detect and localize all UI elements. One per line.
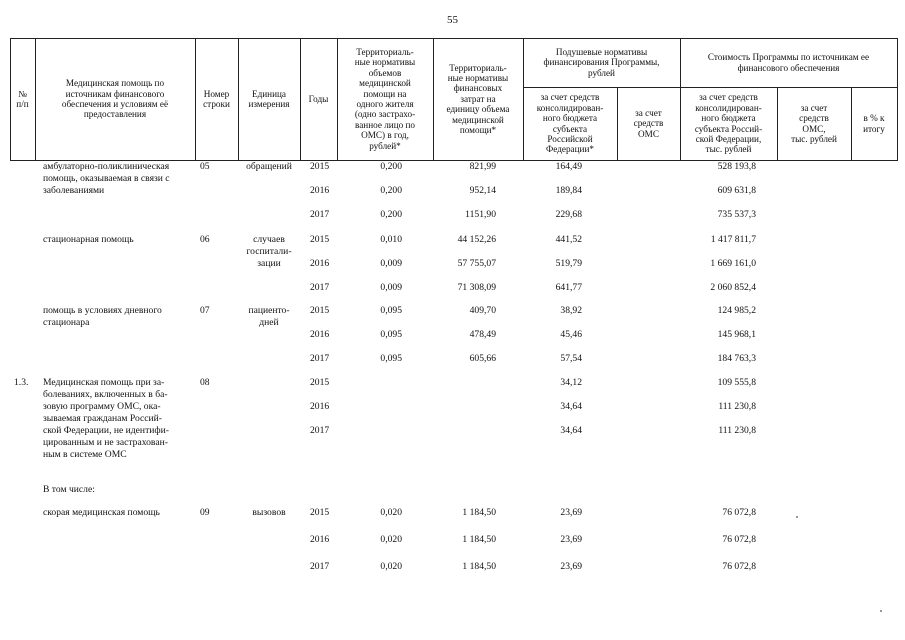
row-program-budget: 184 763,3 (717, 353, 756, 364)
row-percapita-budget: 519,79 (555, 258, 582, 269)
row-program-budget: 1 417 811,7 (710, 234, 756, 245)
header-num (10, 38, 35, 160)
row-percapita-budget: 441,52 (555, 234, 582, 245)
header-program-percent-text: в % к итогу (863, 113, 885, 134)
row-program-budget: 2 060 852,4 (710, 282, 756, 293)
group-unit: вызовов (252, 507, 286, 518)
group-row-number: 06 (200, 234, 210, 245)
header-program-oms-text: за счет средств ОМС, тыс. рублей (791, 102, 837, 144)
row-percapita-budget: 23,69 (560, 534, 582, 545)
row-program-budget: 111 230,8 (718, 401, 756, 412)
header-program-percent (851, 87, 897, 160)
header-program-budget (680, 87, 777, 160)
header-program-budget-text: за счет средств консолидирован- ного бюджета субъекта Россий- ской Федерации, тыс. рублей (694, 92, 763, 155)
row-cost-norm: 1 184,50 (462, 561, 496, 572)
row-program-budget: 109 555,8 (717, 377, 756, 388)
row-program-budget: 1 669 161,0 (710, 258, 756, 269)
header-cost-norm-text: Территориаль- ные нормативы финансовых затрат на единицу объема медицинской помощи* (446, 62, 510, 136)
row-percapita-budget: 641,77 (555, 282, 582, 293)
group-unit: пациенто- дней (248, 305, 290, 328)
row-year: 2015 (310, 377, 330, 388)
row-percapita-budget: 34,12 (560, 377, 582, 388)
header-unit (238, 38, 300, 160)
row-percapita-budget: 38,92 (560, 305, 582, 316)
row-cost-norm: 952,14 (469, 185, 496, 196)
row-year: 2015 (310, 161, 330, 172)
row-cost-norm: 57 755,07 (457, 258, 496, 269)
row-year: 2017 (310, 353, 330, 364)
row-year: 2016 (310, 185, 330, 196)
row-volume-norm: 0,020 (380, 507, 402, 518)
group-unit: обращений (246, 161, 292, 172)
group-row-number: 09 (200, 507, 210, 518)
group-row-number: 07 (200, 305, 210, 316)
row-program-budget: 76 072,8 (722, 507, 756, 518)
header-percapita-oms (617, 87, 680, 160)
scan-speck (796, 516, 798, 518)
row-volume-norm: 0,095 (380, 353, 402, 364)
page-number: 55 (447, 14, 458, 26)
header-num-text: № п/п (16, 88, 29, 109)
header-assistance (35, 38, 195, 160)
group-name: стационарная помощь (43, 234, 134, 245)
header-program-cost-text: Стоимость Программы по источникам ее финансового обеспечения (707, 52, 870, 73)
row-year: 2016 (310, 534, 330, 545)
row-volume-norm: 0,009 (380, 258, 402, 269)
header-percapita-oms-text: за счет средств ОМС (633, 107, 664, 139)
group-number: 1.3. (14, 377, 29, 388)
row-year: 2016 (310, 401, 330, 412)
row-program-budget: 145 968,1 (717, 329, 756, 340)
group-name: помощь в условиях дневного стационара (43, 305, 162, 328)
row-percapita-budget: 57,54 (560, 353, 582, 364)
header-program-oms (777, 87, 851, 160)
row-volume-norm: 0,010 (380, 234, 402, 245)
header-unit-text: Единица измерения (248, 88, 290, 109)
row-cost-norm: 1151,90 (465, 209, 496, 220)
row-volume-norm: 0,095 (380, 329, 402, 340)
header-years-text: Годы (308, 93, 329, 104)
row-program-budget: 111 230,8 (718, 425, 756, 436)
header-percapita-budget (523, 87, 617, 160)
row-year: 2015 (310, 234, 330, 245)
header-row-number (195, 38, 238, 160)
group-name: Медицинская помощь при за- болеваниях, включенных в ба- зовую программу ОМС, ока- зываемая гражданам Россий- ской Федерации, не идентифи- цированным и не застрахован- ным в системе ОМС (43, 377, 169, 460)
row-percapita-budget: 229,68 (555, 209, 582, 220)
row-cost-norm: 821,99 (469, 161, 496, 172)
row-year: 2017 (310, 561, 330, 572)
row-program-budget: 528 193,8 (717, 161, 756, 172)
row-year: 2016 (310, 258, 330, 269)
group-unit: случаев госпитали- зации (246, 234, 292, 269)
row-percapita-budget: 164,49 (555, 161, 582, 172)
group-row-number: 05 (200, 161, 210, 172)
row-volume-norm: 0,020 (380, 561, 402, 572)
header-cost-norm (433, 38, 523, 160)
row-percapita-budget: 189,84 (555, 185, 582, 196)
row-year: 2016 (310, 329, 330, 340)
including-label: В том числе: (43, 484, 95, 495)
group-row-number: 08 (200, 377, 210, 388)
row-cost-norm: 1 184,50 (462, 507, 496, 518)
group-name: скорая медицинская помощь (43, 507, 160, 518)
row-volume-norm: 0,200 (380, 209, 402, 220)
header-column-divider (897, 38, 898, 161)
row-volume-norm: 0,200 (380, 161, 402, 172)
row-volume-norm: 0,009 (380, 282, 402, 293)
group-name: амбулаторно-поликлиническая помощь, оказываемая в связи с заболеваниями (43, 161, 170, 196)
row-cost-norm: 409,70 (469, 305, 496, 316)
row-program-budget: 76 072,8 (722, 534, 756, 545)
header-percapita-budget-text: за счет средств консолидирован- ного бюджета субъекта Российской Федерации* (536, 92, 604, 155)
row-percapita-budget: 23,69 (560, 507, 582, 518)
row-volume-norm: 0,200 (380, 185, 402, 196)
scan-speck (880, 610, 882, 612)
header-percapita-text: Подушевые нормативы финансирования Программы, рублей (543, 46, 660, 78)
row-year: 2015 (310, 305, 330, 316)
row-program-budget: 124 985,2 (717, 305, 756, 316)
row-percapita-budget: 34,64 (560, 425, 582, 436)
header-percapita (523, 38, 680, 87)
header-volume-norm-text: Территориаль- ные нормативы объемов медицинской помощи на одного жителя (одно застрахо- ванное лицо по ОМС) в год, рублей* (354, 46, 416, 151)
header-years (300, 38, 337, 160)
row-program-budget: 609 631,8 (717, 185, 756, 196)
row-program-budget: 735 537,3 (717, 209, 756, 220)
header-program-cost (680, 38, 897, 87)
row-year: 2017 (310, 209, 330, 220)
row-cost-norm: 1 184,50 (462, 534, 496, 545)
row-cost-norm: 478,49 (469, 329, 496, 340)
row-percapita-budget: 45,46 (560, 329, 582, 340)
row-volume-norm: 0,095 (380, 305, 402, 316)
header-assistance-text: Медицинская помощь по источникам финансового обеспечения и условиям её предоставления (61, 78, 169, 120)
row-year: 2017 (310, 282, 330, 293)
row-program-budget: 76 072,8 (722, 561, 756, 572)
row-year: 2017 (310, 425, 330, 436)
row-volume-norm: 0,020 (380, 534, 402, 545)
row-cost-norm: 44 152,26 (457, 234, 496, 245)
header-row-number-text: Номер строки (203, 88, 230, 109)
row-year: 2015 (310, 507, 330, 518)
row-percapita-budget: 23,69 (560, 561, 582, 572)
header-volume-norm (337, 38, 433, 160)
row-cost-norm: 605,66 (469, 353, 496, 364)
row-cost-norm: 71 308,09 (457, 282, 496, 293)
row-percapita-budget: 34,64 (560, 401, 582, 412)
